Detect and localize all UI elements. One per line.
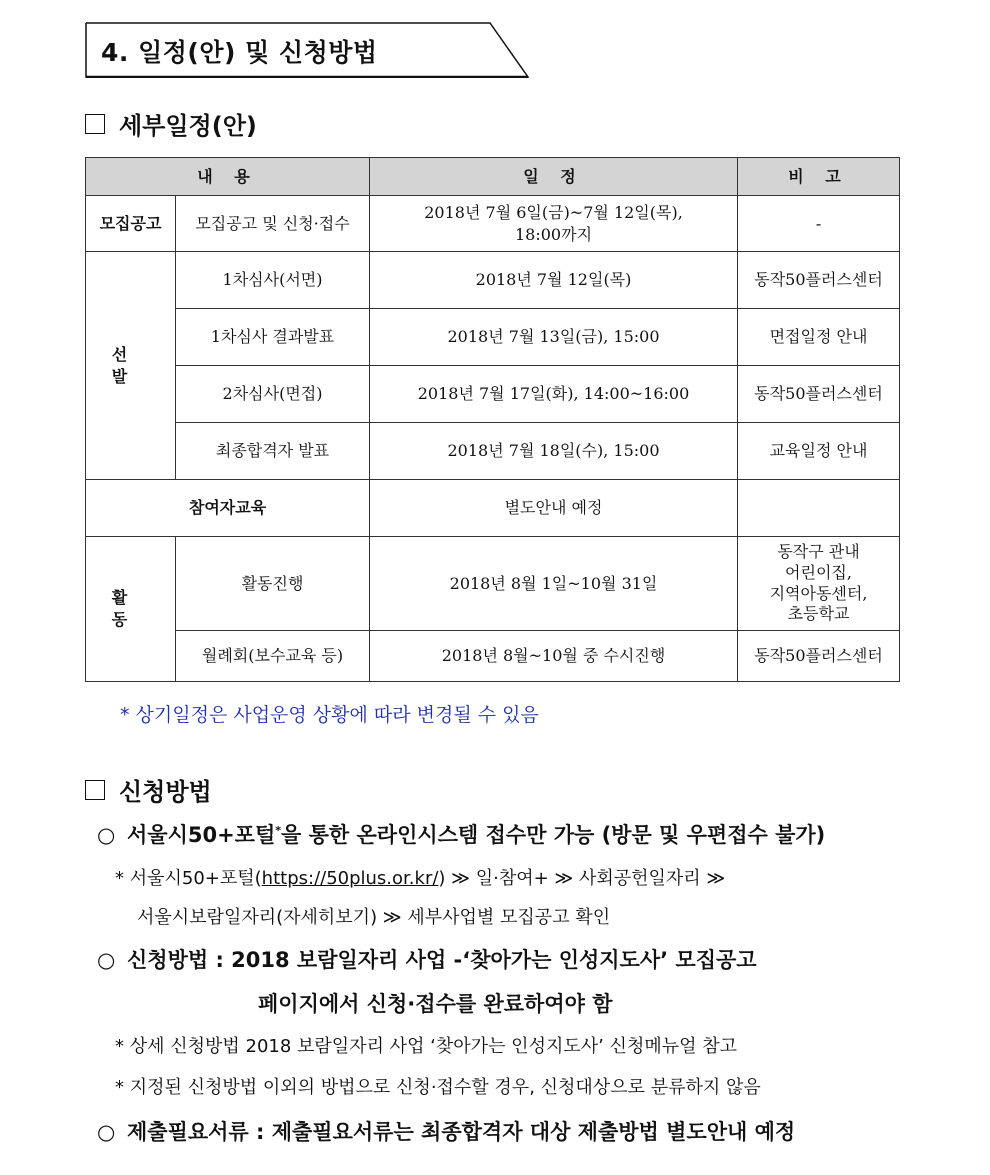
circle-bullet-icon: ○ [97,948,116,972]
bullet-method [97,944,757,974]
bullet-portal-text-b: 을 통한 온라인시스템 접수만 가능 (방문 및 우편접수 불가) [281,823,826,847]
group-recruit: 모집공고 [86,196,176,252]
section-title: 4. 일정(안) 및 신청방법 [101,38,378,67]
schedule-note: * 상기일정은 사업운영 상황에 따라 변경될 수 있음 [120,704,539,726]
cell-note-line: 초등학교 [787,604,850,624]
checkbox-icon [85,780,105,800]
header-remarks: 비 고 [738,158,900,196]
bullet-documents [97,1116,795,1146]
table-header-row [86,158,900,196]
note-portal-path [115,864,725,890]
cell-note: 면접일정 안내 [738,309,900,366]
table-row [86,423,900,480]
footnote-mark: * [275,824,282,837]
cell-date: 2018년 8월 1일~10월 31일 [370,537,738,631]
cell-date: 2018년 7월 17일(화), 14:00~16:00 [370,366,738,423]
cell-note: 동작50플러스센터 [738,631,900,682]
cell-date: 2018년 8월~10월 중 수시진행 [370,631,738,682]
cell-note [738,537,900,631]
cell-date: 2018년 7월 12일(목) [370,252,738,309]
table-row [86,366,900,423]
bullet-method-cont: 페이지에서 신청·접수를 완료하여야 함 [258,992,613,1016]
cell-date: 2018년 7월 18일(수), 15:00 [370,423,738,480]
checkbox-icon [85,114,105,134]
header-schedule: 일 정 [370,158,738,196]
note-manual: * 상세 신청방법 2018 보람일자리 사업 ‘찾아가는 인성지도사’ 신청메뉴얼 참고 [115,1036,737,1057]
apply-heading-text: 신청방법 [119,778,212,806]
table-row [86,309,900,366]
group-selection: 선 발 [86,252,176,480]
note-portal-path-b: ) ≫ 일·참여+ ≫ 사회공헌일자리 ≫ [438,868,726,889]
cell-item: 최종합격자 발표 [176,423,370,480]
group-education: 참여자교육 [86,480,370,537]
table-row [86,252,900,309]
schedule-heading-text: 세부일정(안) [119,112,257,140]
cell-note: 동작50플러스센터 [738,252,900,309]
bullet-portal [97,819,825,849]
cell-note-line: 지역아동센터, [769,583,868,603]
cell-note: 동작50플러스센터 [738,366,900,423]
cell-date-line: 18:00까지 [515,224,593,244]
cell-item: 2차심사(면접) [176,366,370,423]
cell-note: 교육일정 안내 [738,423,900,480]
cell-date: 별도안내 예정 [370,480,738,537]
cell-note-line: 어린이집, [785,562,852,582]
cell-date: 2018년 7월 13일(금), 15:00 [370,309,738,366]
cell-note [738,480,900,537]
circle-bullet-icon: ○ [97,1120,116,1144]
cell-item: 활동진행 [176,537,370,631]
header-content: 내 용 [86,158,370,196]
table-row [86,196,900,252]
bullet-method-text: 신청방법 : 2018 보람일자리 사업 -‘찾아가는 인성지도사’ 모집공고 [127,948,757,972]
note-portal-path-a: * 서울시50+포털( [115,868,262,889]
cell-item: 모집공고 및 신청·접수 [176,196,370,252]
group-activity: 활 동 [86,537,176,682]
cell-note-line: 동작구 관내 [777,541,860,561]
table-row [86,631,900,682]
apply-heading [85,772,212,807]
note-exclusion: * 지정된 신청방법 이외의 방법으로 신청·접수할 경우, 신청대상으로 분류하지 않음 [115,1077,761,1098]
cell-item: 월례회(보수교육 등) [176,631,370,682]
cell-date-line: 2018년 7월 6일(금)~7월 12일(목), [424,202,683,222]
table-row [86,480,900,537]
cell-item: 1차심사 결과발표 [176,309,370,366]
note-portal-path-cont: 서울시보람일자리(자세히보기) ≫ 세부사업별 모집공고 확인 [137,907,611,928]
section-header [85,22,530,78]
circle-bullet-icon: ○ [97,823,116,847]
schedule-heading [85,106,257,141]
bullet-portal-text-a: 서울시50+포털 [127,823,276,847]
bullet-documents-text: 제출필요서류 : 제출필요서류는 최종합격자 대상 제출방법 별도안내 예정 [127,1120,796,1144]
cell-item: 1차심사(서면) [176,252,370,309]
cell-date [370,196,738,252]
schedule-table [85,157,900,682]
table-row [86,537,900,631]
portal-link[interactable]: https://50plus.or.kr/ [261,868,439,889]
cell-note: - [738,196,900,252]
